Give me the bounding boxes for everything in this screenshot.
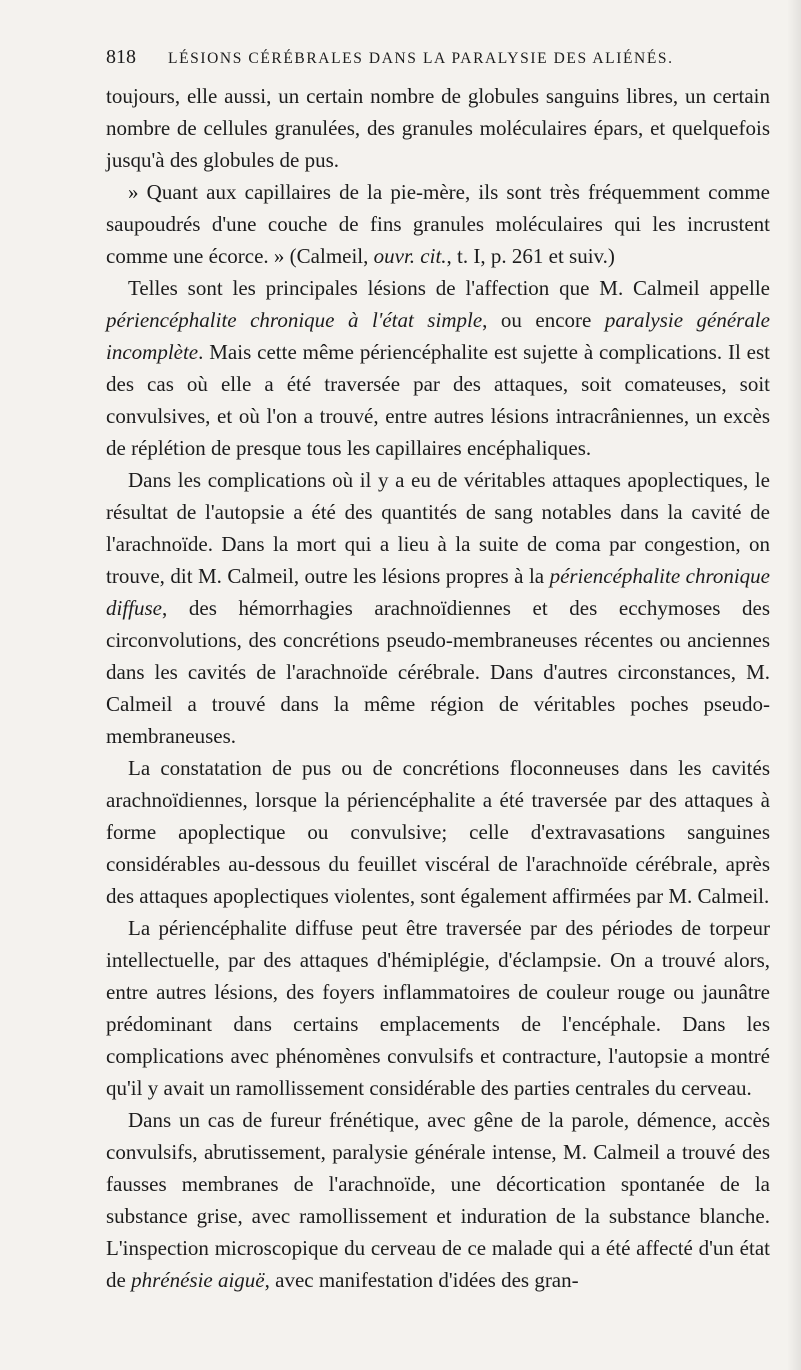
page-header (106, 46, 706, 69)
running-title: LÉSIONS CÉRÉBRALES DANS LA PARALYSIE DES ALIÉNÉS. (168, 50, 674, 67)
text-run: Dans les complications où il y a eu de véritables attaques apoplectiques, le résultat de l'autopsie a été des quantités de sang notables dans la cavité de l'arachnoïde. Dans la mort qui a lieu à la suite de coma par congestion, on trouve, dit M. Calmeil, outre les lésions propres à la (106, 468, 770, 588)
text-run: La constatation de pus ou de concrétions floconneuses dans les cavités arachnoïdiennes, lorsque la périencéphalite a été traversée par des attaques à forme apoplectique ou convulsive; celle d'extravasations sanguines considérables au-dessous du feuillet viscéral de l'arachnoïde cérébrale, après des attaques apoplectiques violentes, sont également affirmées par M. Calmeil. (106, 756, 770, 908)
italic-text: phrénésie aiguë (131, 1268, 265, 1292)
text-run: La périencéphalite diffuse peut être traversée par des périodes de torpeur intellectuelle, par des attaques d'hémiplégie, d'éclampsie. On a trouvé alors, entre autres lésions, des foyers inflammatoires de couleur rouge ou jaunâtre prédominant dans certains emplacements de l'encéphale. Dans les complications avec phénomènes convulsifs et contracture, l'autopsie a montré qu'il y avait un ramollissement considérable des parties centrales du cerveau. (106, 916, 770, 1100)
text-run: , des hémorrhagies arachnoïdiennes et des ecchymoses des circonvolutions, des concrétions pseudo-membraneuses récentes ou anciennes dans les cavités de l'arachnoïde cérébrale. Dans d'autres circonstances, M. Calmeil a trouvé dans la même région de véritables poches pseudo-membraneuses. (106, 596, 770, 748)
paragraph (106, 176, 770, 272)
text-run: , ou encore (482, 308, 605, 332)
paragraph (106, 80, 770, 176)
text-run: Dans un cas de fureur frénétique, avec gêne de la parole, démence, accès convulsifs, abrutissement, paralysie générale intense, M. Calmeil a trouvé des fausses membranes de l'arachnoïde, une décortication spontanée de la substance grise, avec ramollissement et induration de la substance blanche. L'inspection microscopique du cerveau de ce malade qui a été affecté d'un état de (106, 1108, 770, 1292)
italic-text: paralysie générale incomplète (106, 308, 770, 364)
page-edge-shadow (787, 0, 801, 1370)
body-text (106, 80, 770, 1296)
paragraph (106, 272, 770, 464)
text-run: » Quant aux capillaires de la pie-mère, ils sont très fréquemment comme saupoudrés d'une couche de fins granules moléculaires qui les incrustent comme une écorce. » (Calmeil, (106, 180, 770, 268)
italic-text: périencéphalite chronique à l'état simple (106, 308, 483, 332)
paragraph (106, 752, 770, 912)
paragraph (106, 464, 770, 752)
text-run: , avec manifestation d'idées des gran- (264, 1268, 579, 1292)
text-run: . Mais cette même périencéphalite est sujette à complications. Il est des cas où elle a été traversée par des attaques, soit comateuses, soit convulsives, et où l'on a trouvé, entre autres lésions intracrâniennes, un excès de réplétion de presque tous les capillaires encéphaliques. (106, 340, 770, 460)
italic-text: périencéphalite chronique diffuse (106, 564, 771, 620)
text-run: , t. I, p. 261 et suiv.) (446, 244, 615, 268)
text-run: toujours, elle aussi, un certain nombre de globules sanguins libres, un certain nombre de cellules granulées, des granules moléculaires épars, et quelquefois jusqu'à des globules de pus. (106, 84, 770, 172)
paragraph (106, 912, 770, 1104)
italic-text: ouvr. cit. (373, 244, 447, 268)
page-number: 818 (106, 46, 136, 68)
paragraph (106, 1104, 770, 1296)
text-run: Telles sont les principales lésions de l'affection que M. Calmeil appelle (128, 276, 770, 300)
